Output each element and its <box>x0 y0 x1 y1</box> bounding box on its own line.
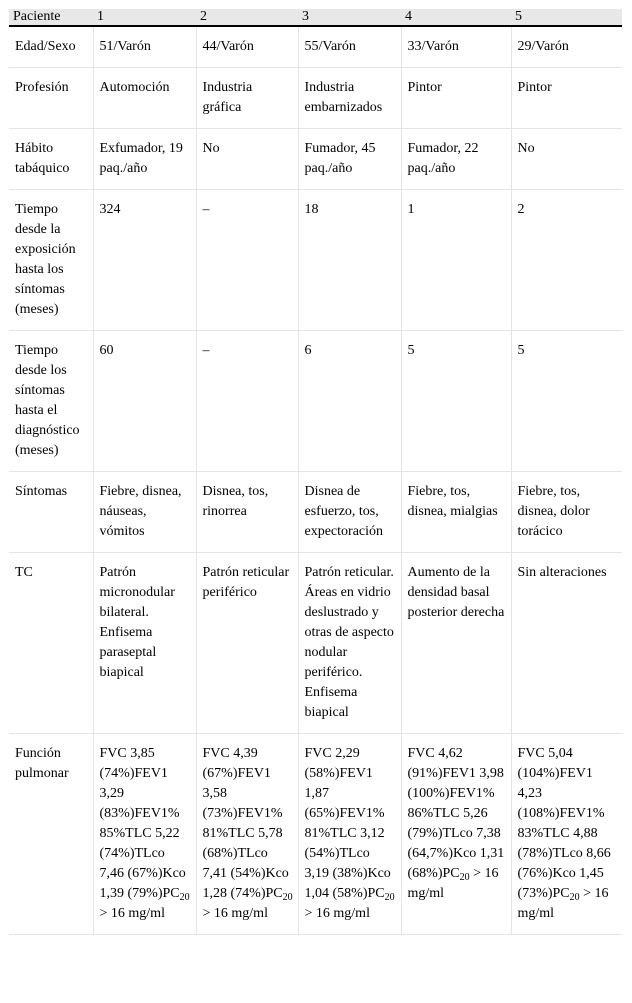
table-cell: Disnea, tos, rinorrea <box>196 472 298 553</box>
table-cell: 51/Varón <box>93 26 196 68</box>
row-label: Tiempo desde los síntomas hasta el diagnóstico (meses) <box>9 331 93 472</box>
table-cell: Pintor <box>511 68 622 129</box>
pc-threshold: > 16 mg/ml <box>304 906 370 921</box>
table-cell: Fiebre, disnea, náuseas, vómitos <box>93 472 196 553</box>
table-cell: 2 <box>511 190 622 331</box>
table-cell: 44/Varón <box>196 26 298 68</box>
table-cell: 29/Varón <box>511 26 622 68</box>
row-label: Tiempo desde la exposición hasta los síntomas (meses) <box>9 190 93 331</box>
pc-subscript: 20 <box>459 872 470 883</box>
row-label: Síntomas <box>9 472 93 553</box>
table-cell: Aumento de la densidad basal posterior derecha <box>401 553 511 734</box>
row-label: TC <box>9 553 93 734</box>
lung-values: FVC 4,39 (67%)FEV1 3,58 (73%)FEV1% 81%TLC 5,78 (68%)TLco 7,41 (54%)Kco 1,28 (74%)PC <box>202 746 289 901</box>
table-cell: No <box>511 129 622 190</box>
row-label: Edad/Sexo <box>9 26 93 68</box>
table-cell: Fiebre, tos, disnea, dolor torácico <box>511 472 622 553</box>
table-cell: Disnea de esfuerzo, tos, expectoración <box>298 472 401 553</box>
row-label: Hábito tabáquico <box>9 129 93 190</box>
table-cell: 1 <box>401 190 511 331</box>
header-cell: 2 <box>196 9 298 26</box>
table-row <box>9 129 622 190</box>
table-row <box>9 190 622 331</box>
lung-values: FVC 4,62 (91%)FEV1 3,98 (100%)FEV1% 86%TLC 5,26 (79%)TLco 7,38 (64,7%)Kco 1,31 (68%)PC <box>407 746 505 881</box>
table-cell: 60 <box>93 331 196 472</box>
lung-values: FVC 3,85 (74%)FEV1 3,29 (83%)FEV1% 85%TLC 5,22 (74%)TLco 7,46 (67%)Kco 1,39 (79%)PC <box>99 746 186 901</box>
table-cell: 5 <box>401 331 511 472</box>
table-cell: Fumador, 45 paq./año <box>298 129 401 190</box>
table-cell: 55/Varón <box>298 26 401 68</box>
table-row <box>9 472 622 553</box>
table-cell: Fumador, 22 paq./año <box>401 129 511 190</box>
row-label: Profesión <box>9 68 93 129</box>
lung-values: FVC 5,04 (104%)FEV1 4,23 (108%)FEV1% 83%TLC 4,88 (78%)TLco 8,66 (76%)Kco 1,45 (73%)PC <box>517 746 611 901</box>
row-label: Función pulmonar <box>9 734 93 935</box>
table-header-row <box>9 9 622 26</box>
table-cell: 6 <box>298 331 401 472</box>
pc-subscript: 20 <box>179 892 190 903</box>
table-cell: Fiebre, tos, disnea, mialgias <box>401 472 511 553</box>
table-row <box>9 553 622 734</box>
table-cell: Pintor <box>401 68 511 129</box>
table-cell: Exfumador, 19 paq./año <box>93 129 196 190</box>
header-cell: 4 <box>401 9 511 26</box>
lung-function-cell <box>401 734 511 935</box>
pc-subscript: 20 <box>384 892 395 903</box>
pc-threshold: > 16 mg/ml <box>202 906 268 921</box>
header-cell: 1 <box>93 9 196 26</box>
pc-threshold: > 16 mg/ml <box>407 866 499 901</box>
table-cell: Industria gráfica <box>196 68 298 129</box>
header-cell: 5 <box>511 9 622 26</box>
table-cell: Automoción <box>93 68 196 129</box>
table-cell: Industria embarnizados <box>298 68 401 129</box>
lung-function-cell <box>511 734 622 935</box>
lung-values: FVC 2,29 (58%)FEV1 1,87 (65%)FEV1% 81%TLC 3,12 (54%)TLco 3,19 (38%)Kco 1,04 (58%)PC <box>304 746 391 901</box>
table-cell: 5 <box>511 331 622 472</box>
header-cell: 3 <box>298 9 401 26</box>
table-cell: Sin alteraciones <box>511 553 622 734</box>
pc-subscript: 20 <box>282 892 293 903</box>
table-cell: – <box>196 331 298 472</box>
table-cell: No <box>196 129 298 190</box>
lung-function-cell <box>93 734 196 935</box>
table-row <box>9 331 622 472</box>
pc-threshold: > 16 mg/ml <box>99 906 165 921</box>
table-cell: 18 <box>298 190 401 331</box>
pc-threshold: > 16 mg/ml <box>517 886 609 921</box>
table-row <box>9 26 622 68</box>
table-cell: Patrón micronodular bilateral. Enfisema paraseptal biapical <box>93 553 196 734</box>
lung-function-cell <box>298 734 401 935</box>
header-cell: Paciente <box>9 9 93 26</box>
table-cell: – <box>196 190 298 331</box>
table-cell: 33/Varón <box>401 26 511 68</box>
table-row <box>9 734 622 935</box>
table-cell: Patrón reticular periférico <box>196 553 298 734</box>
table-row <box>9 68 622 129</box>
pc-subscript: 20 <box>569 892 580 903</box>
patients-table <box>9 9 622 935</box>
table-cell: Patrón reticular. Áreas en vidrio deslustrado y otras de aspecto nodular periférico. Enfisema biapical <box>298 553 401 734</box>
table-cell: 324 <box>93 190 196 331</box>
lung-function-cell <box>196 734 298 935</box>
